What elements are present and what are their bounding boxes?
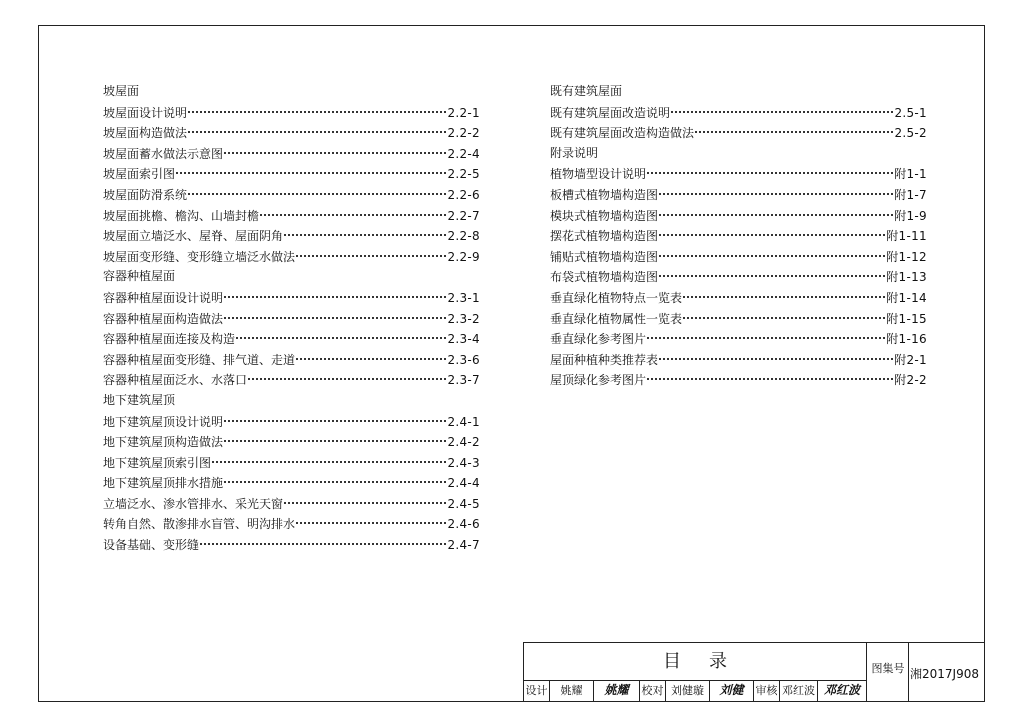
dot-leader (236, 337, 446, 339)
toc-entry[interactable] (550, 287, 927, 308)
toc-entry-title: 铺贴式植物墙构造图 (550, 249, 659, 264)
toc-entry[interactable] (550, 308, 927, 329)
toc-entry-title: 垂直绿化植物属性一览表 (550, 311, 683, 326)
toc-entry-title: 容器种植屋面构造做法 (103, 311, 224, 326)
designer-name: 姚耀 (550, 680, 594, 701)
toc-entry[interactable] (103, 493, 480, 514)
toc-entry-page: 2.2-8 (447, 229, 480, 244)
toc-entry[interactable] (103, 122, 480, 143)
toc-entry-page: 附1-7 (894, 187, 927, 202)
dot-leader (296, 522, 446, 524)
toc-entry-title: 立墙泛水、渗水管排水、采光天窗 (103, 496, 284, 511)
toc-entry[interactable] (103, 287, 480, 308)
toc-entry[interactable] (103, 369, 480, 390)
toc-entry-page: 2.2-6 (447, 187, 480, 202)
toc-entry-page: 2.2-4 (447, 146, 480, 161)
toc-entry[interactable] (103, 225, 480, 246)
toc-entry-page: 附1-14 (886, 290, 927, 305)
toc-entry-page: 附1-1 (894, 167, 927, 182)
reviewer-label: 审核 (754, 680, 780, 701)
toc-entry-page: 2.4-3 (447, 455, 480, 470)
toc-entry-title: 容器种植屋面变形缝、排气道、走道 (103, 352, 296, 367)
toc-entry-title: 坡屋面变形缝、变形缝立墙泛水做法 (103, 249, 296, 264)
toc-entry-title: 垂直绿化植物特点一览表 (550, 290, 683, 305)
dot-leader (224, 420, 446, 422)
toc-entry[interactable] (103, 205, 480, 226)
toc-entry-title: 屋顶绿化参考图片 (550, 373, 647, 388)
toc-entry-title: 容器种植屋面泛水、水落口 (103, 373, 248, 388)
dot-leader (224, 296, 446, 298)
section-heading: 地下建筑屋顶 (103, 392, 176, 407)
toc-entry[interactable] (550, 163, 927, 184)
toc-entry[interactable] (550, 246, 927, 267)
dot-leader (284, 502, 446, 504)
toc-entry-title: 坡屋面构造做法 (103, 126, 188, 141)
toc-entry-title: 布袋式植物墙构造图 (550, 270, 659, 285)
toc-entry-page: 附2-1 (894, 352, 927, 367)
toc-entry-page: 附2-2 (894, 373, 927, 388)
reviewer-signature: 邓红波 (823, 683, 860, 697)
dot-leader (248, 378, 446, 380)
toc-entry[interactable] (103, 184, 480, 205)
dot-leader (200, 543, 446, 545)
dot-leader (683, 317, 885, 319)
atlas-number: 湘2017J908 (910, 667, 979, 681)
toc-entry-title: 坡屋面索引图 (103, 167, 176, 182)
dot-leader (659, 214, 893, 216)
toc-entry-page: 附1-12 (886, 249, 927, 264)
title-block-divider (866, 643, 867, 701)
toc-entry[interactable] (103, 102, 480, 123)
section-heading: 坡屋面 (103, 84, 140, 98)
toc-entry[interactable] (550, 205, 927, 226)
toc-left-column (103, 81, 480, 555)
dot-leader (224, 152, 446, 154)
toc-entry[interactable] (103, 513, 480, 534)
toc-entry-page: 2.2-1 (447, 105, 480, 120)
toc-entry-page: 2.5-2 (894, 126, 927, 141)
toc-entry[interactable] (550, 225, 927, 246)
dot-leader (296, 255, 446, 257)
toc-entry[interactable] (550, 349, 927, 370)
toc-entry-title: 坡屋面设计说明 (103, 105, 188, 120)
dot-leader (647, 337, 885, 339)
dot-leader (659, 255, 885, 257)
toc-entry-page: 2.2-5 (447, 167, 480, 182)
dot-leader (671, 111, 893, 113)
toc-entry-title: 植物墙型设计说明 (550, 167, 647, 182)
toc-entry[interactable] (103, 472, 480, 493)
toc-entry-title: 地下建筑屋顶构造做法 (103, 435, 224, 450)
toc-entry-title: 坡屋面挑檐、檐沟、山墙封檐 (103, 208, 260, 223)
dot-leader (176, 172, 446, 174)
toc-entry-page: 附1-9 (894, 208, 927, 223)
toc-entry-title: 模块式植物墙构造图 (550, 208, 659, 223)
dot-leader (188, 131, 446, 133)
toc-entry-title: 坡屋面防滑系统 (103, 187, 188, 202)
title-block-divider (908, 643, 909, 701)
dot-leader (647, 378, 893, 380)
toc-entry[interactable] (103, 452, 480, 473)
toc-entry-title: 既有建筑屋面改造说明 (550, 105, 671, 120)
toc-entry-title: 地下建筑屋顶索引图 (103, 455, 212, 470)
toc-entry-page: 2.4-7 (447, 538, 480, 553)
toc-entry-page: 2.2-2 (447, 126, 480, 141)
toc-entry[interactable] (550, 102, 927, 123)
toc-entry-title: 设备基础、变形缝 (103, 538, 200, 553)
designer-signature: 姚耀 (594, 680, 640, 701)
toc-entry-title: 板槽式植物墙构造图 (550, 187, 659, 202)
toc-entry-page: 附1-13 (886, 270, 927, 285)
toc-entry-page: 2.4-2 (447, 435, 480, 450)
checker-signature: 刘健 (710, 680, 754, 701)
toc-entry[interactable] (103, 349, 480, 370)
toc-entry[interactable] (103, 163, 480, 184)
toc-entry[interactable] (103, 328, 480, 349)
toc-entry-page: 2.4-4 (447, 476, 480, 491)
toc-entry-page: 2.3-1 (447, 290, 480, 305)
toc-entry-page: 2.2-9 (447, 249, 480, 264)
toc-entry-page: 2.3-6 (447, 352, 480, 367)
toc-entry-title: 屋面种植种类推荐表 (550, 352, 659, 367)
toc-entry-title: 坡屋面立墙泛水、屋脊、屋面阴角 (103, 229, 284, 244)
toc-entry[interactable] (103, 534, 480, 555)
dot-leader (224, 317, 446, 319)
toc-entry-page: 2.3-4 (447, 332, 480, 347)
section-heading: 附录说明 (550, 145, 599, 160)
section-heading: 既有建筑屋面 (550, 84, 623, 98)
toc-entry-title: 摆花式植物墙构造图 (550, 229, 659, 244)
toc-entry[interactable] (103, 431, 480, 452)
atlas-label: 图集号 (871, 662, 905, 675)
toc-entry[interactable] (550, 266, 927, 287)
checker-label: 校对 (640, 680, 666, 701)
toc-entry[interactable] (550, 122, 927, 143)
designer-label: 设计 (524, 680, 550, 701)
toc-entry[interactable] (550, 328, 927, 349)
toc-entry-page: 2.3-7 (447, 373, 480, 388)
toc-entry-page: 附1-15 (886, 311, 927, 326)
toc-entry[interactable] (103, 308, 480, 329)
dot-leader (224, 481, 446, 483)
toc-entry-title: 地下建筑屋顶设计说明 (103, 414, 224, 429)
toc-entry-page: 附1-11 (886, 229, 927, 244)
title-cell (524, 643, 866, 681)
toc-entry[interactable] (550, 184, 927, 205)
dot-leader (260, 214, 446, 216)
toc-entry-page: 2.5-1 (894, 105, 927, 120)
toc-right-column (550, 81, 927, 390)
dot-leader (659, 275, 885, 277)
toc-entry-title: 容器种植屋面设计说明 (103, 290, 224, 305)
dot-leader (284, 234, 446, 236)
dot-leader (647, 172, 893, 174)
toc-entry-page: 2.4-6 (447, 517, 480, 532)
toc-entry-title: 转角自然、散渗排水盲管、明沟排水 (103, 517, 296, 532)
toc-entry-page: 2.4-5 (447, 496, 480, 511)
toc-entry-title: 地下建筑屋顶排水措施 (103, 476, 224, 491)
dot-leader (695, 131, 893, 133)
toc-entry-title: 坡屋面蓄水做法示意图 (103, 146, 224, 161)
dot-leader (296, 358, 446, 360)
dot-leader (659, 193, 893, 195)
dot-leader (683, 296, 885, 298)
toc-entry-page: 2.4-1 (447, 414, 480, 429)
toc-entry-page: 附1-16 (886, 332, 927, 347)
toc-entry[interactable] (103, 143, 480, 164)
signature-row (524, 680, 866, 701)
dot-leader (212, 461, 446, 463)
toc-entry-page: 2.3-2 (447, 311, 480, 326)
reviewer-name: 邓红波 (780, 680, 818, 701)
toc-entry[interactable] (550, 369, 927, 390)
dot-leader (188, 111, 446, 113)
toc-entry-title: 既有建筑屋面改造构造做法 (550, 126, 695, 141)
dot-leader (659, 234, 885, 236)
toc-entry-title: 垂直绿化参考图片 (550, 332, 647, 347)
checker-name: 刘健璇 (666, 680, 710, 701)
toc-entry[interactable] (103, 246, 480, 267)
section-heading: 容器种植屋面 (103, 269, 176, 284)
toc-entry-title: 容器种植屋面连接及构造 (103, 332, 236, 347)
toc-entry[interactable] (103, 411, 480, 432)
page-title: 目录 (663, 651, 755, 672)
title-block (523, 642, 985, 702)
toc-entry-page: 2.2-7 (447, 208, 480, 223)
dot-leader (188, 193, 446, 195)
dot-leader (224, 440, 446, 442)
dot-leader (659, 358, 893, 360)
